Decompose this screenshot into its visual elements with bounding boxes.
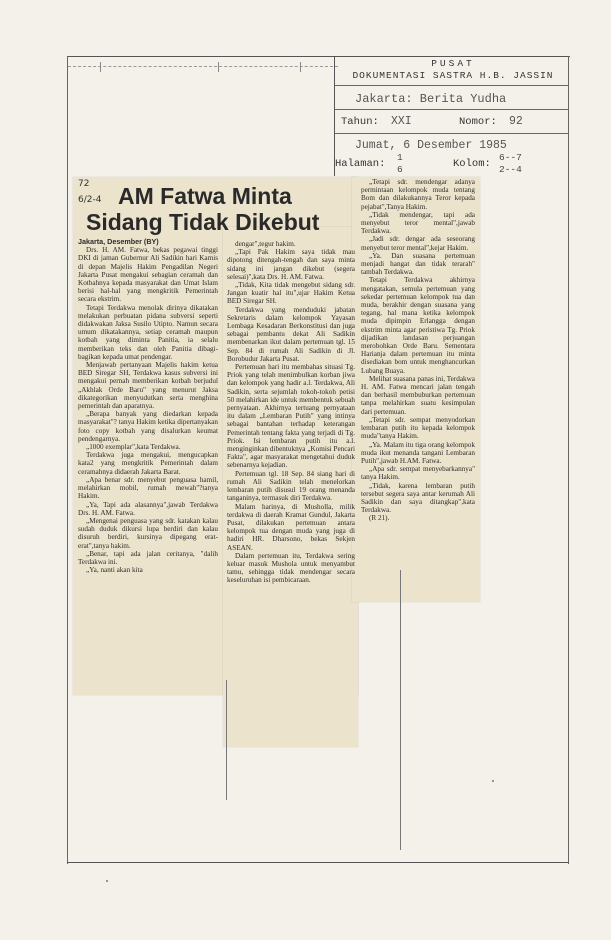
dashed-guide-line bbox=[68, 66, 338, 67]
article-paragraph: Pertemuan hari itu membahas situasi Tg. Priok yang telah menimbulkan korban jiwa dan kelompok yang hadir a.l. Terdakwa, Ali Sadikin, serta sejumlah tokoh-tokoh petisi 50 melahirkan ide untuk membentuk sebuah pernyataan. Akhirnya tertuang pernyataan itu dalam „Lembaran Putih" yang intinya sebagai bantahan terhadap keterangan Pemerintah tentang fakta yang terjadi di Tg. Priok. Isi lembaran putih itu a.l. menginginkan dibentuknya „Komisi Pencari Fakta", agar masyarakat mengetahui duduk sebenarnya kejadian. bbox=[227, 363, 355, 470]
article-paragraph: dengar",tegur hakim. bbox=[235, 240, 296, 248]
article-paragraph: Menjawab pertanyaan Majelis hakim ketua BED Siregar SH, Terdakwa kasus subversi ini mengakui pernah memberikan kotbah berjudul „Akhlak Orde Baru" yang menurut Jaksa dikategorikan menyudutkan serta menghina pemerintah dan aparatnya. bbox=[78, 361, 218, 411]
article-paragraph: „Jadi sdr. dengar ada seseorang menyebut teror mental",kejar Hakim. bbox=[361, 235, 475, 252]
article-paragraph: „Ya, Tapi ada alasannya",jawab Terdakwa Drs. H. AM. Fatwa. bbox=[78, 500, 218, 517]
nomor-value: 92 bbox=[509, 115, 523, 128]
paper-speck bbox=[106, 880, 108, 882]
stamp-source: Jakarta: Berita Yudha bbox=[355, 92, 507, 106]
stamp-divider bbox=[335, 109, 569, 110]
article-paragraph: „Berapa banyak yang diedarkan kepada masyarakat"? tanya Hakim ketika dipertanyakan foto copy kotbah yang disalurkan keumat pendengarnya. bbox=[78, 410, 218, 443]
guide-tick bbox=[300, 62, 301, 72]
nomor-label: Nomor: bbox=[459, 116, 497, 128]
article-paragraph: „Tidak, Kita tidak mengebut sidang sdr. Jangan kuatir hal itu",ujar Hakim Ketua BED Siregar SH. bbox=[227, 281, 355, 306]
article-paragraph: „Tidak mendengar, tapi ada menyebut teror mental",jawab Terdakwa. bbox=[361, 210, 475, 236]
article-paragraph: Tetapi Terdakwa akhirnya mengatakan, semula pertemuan yang sekedar pertemuan kelompok tua dan muda, berakhir dengan suasana yang tegang, hal mana ketika kelompok muda dipimpin Erlangga dengan ekstrim minta agar peristiwa Tg. Priok dijadikan landasan perjuangan merobohkan Orde Baru. Sementara Harianja dalam pertemuan itu minta disediakan bom untuk menghancurkan Lubang Buaya. bbox=[361, 276, 475, 375]
article-paragraph: „1000 exemplar",kata Terdakwa. bbox=[86, 443, 181, 452]
article-paragraph: „Tetapi sdr. sempat menyodorkan lembaran putih itu kepada kelompok muda"tanya Hakim. bbox=[361, 415, 475, 441]
column-3-paragraphs bbox=[361, 178, 475, 523]
article-paragraph: „Mengenai penguasa yang sdr. katakan kalau sudah duduk dikursi lupa berdiri dan kalau disuruh berdiri, kursinya dipegang erat-erat",tanya hakim. bbox=[78, 516, 218, 550]
frame-bottom-line bbox=[67, 862, 569, 863]
handwritten-note: 6/2-4 bbox=[78, 195, 102, 205]
stamp-divider bbox=[335, 133, 569, 134]
pencil-mark bbox=[226, 680, 227, 800]
frame-left-line bbox=[67, 56, 68, 864]
stamp-divider bbox=[335, 85, 569, 86]
halaman-label: Halaman: bbox=[335, 158, 386, 170]
article-paragraph: „Tetapi sdr. mendengar adanya permintaan kelompok muda tentang Bom dan dilakukannya Teror kepada pejabat",Tanya Hakim. bbox=[361, 178, 475, 211]
kolom-bottom: 2--4 bbox=[499, 164, 522, 175]
headline-line-1: AM Fatwa Minta bbox=[118, 183, 292, 209]
handwritten-note: 72 bbox=[78, 179, 90, 189]
article-column-3 bbox=[361, 178, 475, 523]
article-paragraph: „Apa benar sdr. menyebut penguasa hamil, melahirkan mobil, rumah mewah"?tanya Hakim. bbox=[78, 475, 218, 501]
article-paragraph: „Ya, nanti akan kita bbox=[86, 566, 143, 575]
stamp-title: PUSAT bbox=[431, 58, 475, 69]
article-paragraph: Drs. H. AM. Fatwa, bekas pegawai tinggi DKI di jaman Gubernur Ali Sadikin hari Kamis di depan Majelis Hakim Pengadilan Negeri Jakarta Pusat mengakui sebagian ceramah dan Kotbahnya kepada masyarakat dan Umat Islam berisi hal-hal yang mengkritik Pemerintah secara ekstrim. bbox=[78, 246, 218, 304]
pencil-mark bbox=[400, 570, 401, 850]
stamp-subtitle: DOKUMENTASI SASTRA H.B. JASSIN bbox=[352, 70, 554, 81]
dateline: Jakarta, Desember (BY) bbox=[78, 237, 159, 246]
article-paragraph: (R 21). bbox=[369, 514, 390, 523]
article-paragraph: „Tapi Pak Hakim saya tidak mau dipotong ditengah-tengah dan saya minta sidang ini jangan dikebut (segera selesai)",kata Drs. H. AM. Fatwa. bbox=[227, 248, 355, 281]
article-paragraph: Tetapi Terdakwa menolak dirinya dikatakan melakukan perbuatan pidana subversi seperti didakwakan Jaksa Susilo Utipto. Namun secara umum dikatakannya, setiap ceramah maupun kotbah yang diminta Panitia, ia selalu memberikan teks dan oleh Panitia dibagi-bagikan kepada umat pendengar. bbox=[78, 303, 218, 361]
article-column-2 bbox=[227, 240, 355, 585]
article-paragraph: „Tidak, karena lembaran putih tersebut segera saya antar kerumah Ali Sadikin dan saya ditangkap",kata Terdakwa. bbox=[361, 481, 475, 515]
halaman-top: 1 bbox=[397, 152, 403, 163]
article-paragraph: Pertemuan tgl. 18 Sep. 84 siang hari di rumah Ali Sadikin telah menelorkan lembaran putih disusul 19 orang menanda tanganinya, termasuk diri Terdakwa. bbox=[227, 469, 355, 503]
tahun-value: XXI bbox=[391, 115, 412, 128]
guide-tick bbox=[100, 62, 101, 72]
paper-speck bbox=[492, 780, 494, 782]
article-paragraph: Terdakwa juga mengakui, mengucapkan kata2 yang mengkritik Pemerintah dalam ceramahnya didaerah Jakarta Barat. bbox=[78, 451, 218, 476]
article-column-1 bbox=[78, 238, 218, 574]
article-paragraph: Malam harinya, di Musholla, milik terdakwa di daerah Kramat Gundul, Jakarta Pusat, dilakukan pertemuan antara kelompok tua dengan muda yang juga di hadiri HR. Dharsono, bekas Sekjen ASEAN. bbox=[227, 502, 355, 552]
frame-right-line bbox=[568, 56, 569, 864]
stamp-date: Jumat, 6 Desember 1985 bbox=[355, 139, 507, 152]
article-paragraph: „Ya. Malam itu tiga orang kelompok muda ikut menanda tangani Lembaran Putih",jawab H.AM. Fatwa. bbox=[361, 440, 475, 465]
tahun-label: Tahun: bbox=[341, 116, 379, 128]
headline-line-2: Sidang Tidak Dikebut bbox=[86, 209, 320, 235]
guide-tick bbox=[218, 62, 219, 72]
column-2-paragraphs bbox=[227, 240, 355, 585]
kolom-label: Kolom: bbox=[453, 158, 491, 170]
article-paragraph: „Apa sdr. sempat menyebarkannya" tanya Hakim. bbox=[361, 465, 475, 482]
archive-stamp bbox=[334, 56, 569, 176]
article-paragraph: „Benar, tapi ada jalan ceritanya, "dalih Terdakwa ini. bbox=[78, 549, 218, 566]
kolom-top: 6--7 bbox=[499, 152, 522, 163]
column-1-paragraphs bbox=[78, 246, 218, 574]
article-paragraph: Melihat suasana panas ini, Terdakwa H. AM. Fatwa mencari jalan tengah dan berhasil membuburkan pertemuan tanpa melahirkan suatu kesimpulan dari pertemuan. bbox=[361, 374, 475, 416]
halaman-bottom: 6 bbox=[397, 164, 403, 175]
article-paragraph: Dalam pertemuan itu, Terdakwa sering keluar masuk Mushola untuk menyambut tamu, sehingga tidak mendengar secara keseluruhan isi pembicaraan. bbox=[227, 551, 355, 585]
article-paragraph: Terdakwa yang menduduki jabatan Sekretaris dalam kelompok Yayasan Lembaga Kesadaran Berkonstitusi dan juga sebagai pembantu dekat Ali Sadikin membenarkan ikut dalam pertemuan tgl. 15 Sep. 84 di rumah Ali Sadikin di Jl. Borobudur Jakarta Pusat. bbox=[227, 305, 355, 363]
article-paragraph: „Ya. Dan suasana pertemuan menjadi hangat dan tidak terarah" tambah Terdakwa. bbox=[361, 251, 475, 277]
